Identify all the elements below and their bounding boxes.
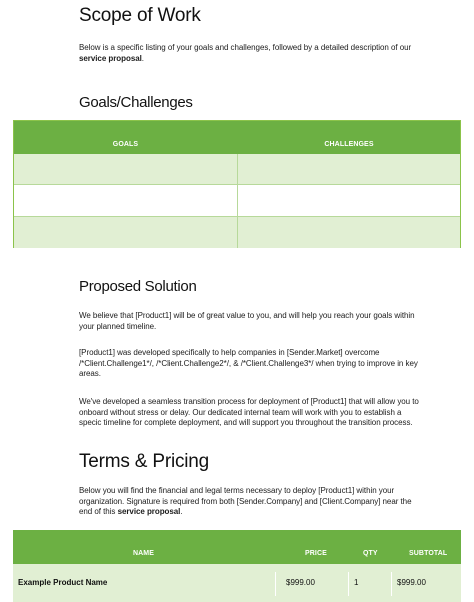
proposed-title: Proposed Solution <box>79 278 197 295</box>
proposed-paragraph-1: We believe that [Product1] will be of great value to you, and will help you reach your goals within your planned timeline. <box>79 311 415 331</box>
goals-title: Goals/Challenges <box>79 94 193 111</box>
subtotal-cell: $999.00 <box>397 578 426 587</box>
proposed-paragraph-2: [Product1] was developed specifically to help companies in [Sender.Market] overcome /*Client.Challenge1*/, /*Client.Challenge2*/, & /*Client.Challenge3*/ when trying to improve in key areas. <box>79 348 418 378</box>
column-divider <box>237 154 238 248</box>
terms-title: Terms & Pricing <box>79 451 210 472</box>
price-cell: $999.00 <box>286 578 315 587</box>
name-column-header: NAME <box>133 550 155 557</box>
goals-table <box>13 120 461 248</box>
scope-intro <box>79 43 424 64</box>
scope-intro-bold: service proposal <box>79 53 142 63</box>
terms-intro-text: Below you will find the financial and legal terms necessary to deploy [Product1] within your organization. Signature is required from both [Sender.Company] and [Client.Company] near the end of this <box>79 486 412 516</box>
subtotal-column-header: SUBTOTAL <box>409 550 448 557</box>
qty-column-header: QTY <box>363 550 378 557</box>
scope-intro-end: . <box>141 53 144 63</box>
price-column-header: PRICE <box>305 550 327 557</box>
scope-title: Scope of Work <box>79 5 201 26</box>
terms-intro-end: . <box>180 507 183 516</box>
column-divider <box>348 572 349 596</box>
terms-intro-bold: service proposal <box>117 507 181 516</box>
pricing-table-header <box>13 530 461 564</box>
product-name-cell: Example Product Name <box>18 578 108 587</box>
qty-cell: 1 <box>354 578 359 587</box>
pricing-table <box>13 530 461 602</box>
terms-intro <box>79 486 424 518</box>
table-row <box>13 564 461 602</box>
column-divider <box>391 572 392 596</box>
challenges-column-header: CHALLENGES <box>324 141 374 148</box>
column-divider <box>275 572 276 596</box>
scope-intro-text: Below is a specific listing of your goals and challenges, followed by a detailed description of our <box>79 43 412 52</box>
goals-column-header: GOALS <box>112 141 139 148</box>
goals-table-header <box>14 121 460 154</box>
proposed-paragraph-3: We've developed a seamless transition process for deployment of [Product1] that will allow you to onboard without stress or delay. Our dedicated internal team will work with you to establish a specic timeline for complete deployment, and will support you throughout the transition process. <box>79 397 419 427</box>
